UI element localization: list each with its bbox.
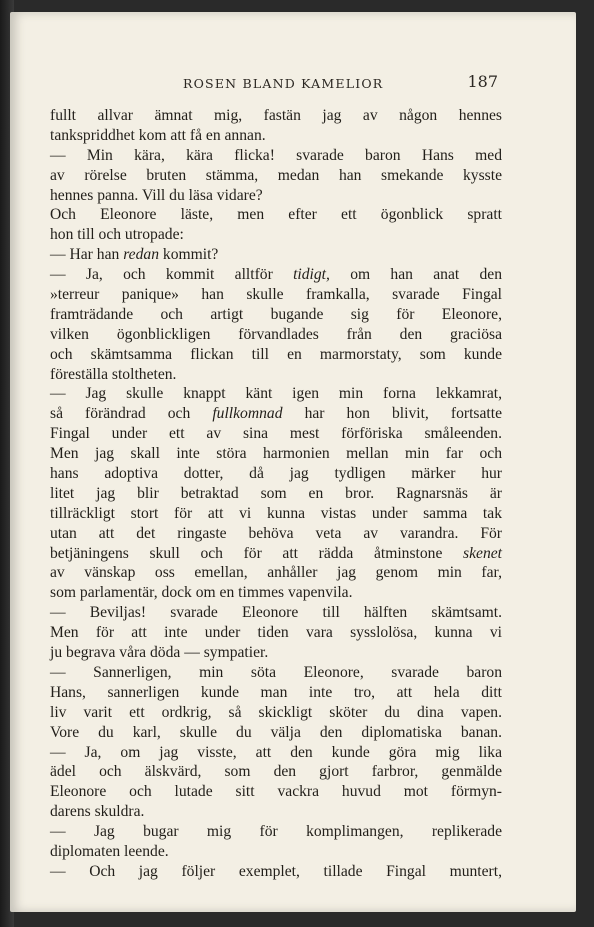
text-line	[50, 524, 502, 544]
text-line	[50, 703, 502, 723]
text-line	[50, 504, 502, 524]
text-line	[50, 424, 502, 444]
italic-text: redan	[123, 246, 159, 264]
running-head: ROSEN BLAND KAMELIOR	[183, 76, 384, 91]
text-segment: tankspriddhet kom att få en annan.	[50, 126, 266, 144]
page-number: 187	[467, 72, 498, 91]
text-segment: av vänskap oss emellan, anhåller jag genom min far,	[50, 564, 502, 582]
body-text	[50, 106, 502, 882]
text-segment: liv varit ett ordkrig, så skickligt sköter du dina vapen.	[50, 703, 502, 721]
text-line	[50, 842, 502, 862]
text-line	[50, 762, 502, 782]
text-line	[50, 563, 502, 583]
text-line	[50, 862, 502, 882]
book-page	[10, 12, 576, 912]
text-segment: utan att det ringaste behöva veta av varandra. För	[50, 524, 502, 542]
text-segment: av rörelse bruten stämma, medan han smekande kysste	[50, 166, 502, 184]
text-segment: Men för att inte under tiden vara sysslolösa, kunna vi	[50, 624, 502, 642]
text-segment: — Ja, om jag visste, att den kunde göra mig lika	[50, 743, 502, 761]
text-segment: tillräckligt stort för att vi kunna vistas under samma tak	[50, 504, 502, 522]
text-line	[50, 723, 502, 743]
text-segment: fullt allvar ämnat mig, fastän jag av någon hennes	[50, 107, 502, 124]
text-segment: litet jag blir betraktad som en bror. Ragnarsnäs är	[50, 484, 502, 502]
text-line	[50, 106, 502, 126]
text-segment: Hans, sannerligen kunde man inte tro, att hela ditt	[50, 683, 502, 701]
text-line	[50, 623, 502, 643]
text-segment: vilken ögonblickligen förvandlades från den graciösa	[50, 325, 502, 343]
text-line	[50, 643, 502, 663]
text-line	[50, 822, 502, 842]
text-line	[50, 166, 502, 186]
text-line	[50, 743, 502, 763]
text-line	[50, 404, 502, 424]
text-segment: betjäningens skull och för att rädda åtminstone	[50, 544, 464, 562]
text-line	[50, 464, 502, 484]
text-line	[50, 305, 502, 325]
text-segment: Och Eleonore läste, men efter ett ögonblick spratt	[50, 206, 502, 224]
text-segment: ädel och älskvärd, som den gjort farbror, genmälde	[50, 763, 502, 781]
text-line	[50, 325, 502, 345]
italic-text: tidigt,	[293, 266, 330, 284]
text-segment: ju begrava våra döda — sympatier.	[50, 644, 269, 662]
text-segment: — Min kära, kära flicka! svarade baron Hans med	[50, 146, 502, 164]
italic-text: skenet	[463, 544, 502, 562]
text-segment: och skämtsamma flickan till en marmorstaty, som kunde	[50, 345, 502, 363]
text-segment: diplomaten leende.	[50, 842, 169, 860]
page-header	[58, 74, 498, 98]
text-line	[50, 186, 502, 206]
text-line	[50, 205, 502, 225]
text-segment: så förändrad och	[50, 405, 213, 423]
text-segment: Men jag skall inte störa harmonien mellan min far och	[50, 445, 502, 463]
text-line	[50, 365, 502, 385]
text-segment: framträdande och artigt bugande sig för Eleonore,	[50, 305, 502, 323]
italic-text: fullkomnad	[212, 405, 283, 423]
text-segment: — Beviljas! svarade Eleonore till hälften skämtsamt.	[50, 604, 502, 622]
text-line	[50, 444, 502, 464]
text-line	[50, 583, 502, 603]
text-segment: föreställa stoltheten.	[50, 365, 177, 383]
text-segment: kommit?	[159, 246, 219, 264]
text-line	[50, 225, 502, 245]
text-line	[50, 683, 502, 703]
text-segment: som parlamentär, dock om en timmes vapenvila.	[50, 584, 353, 602]
text-segment: har hon blivit, fortsatte	[282, 405, 502, 423]
text-line	[50, 384, 502, 404]
text-segment: — Jag bugar mig för komplimangen, replikerade	[50, 823, 502, 841]
text-line	[50, 782, 502, 802]
text-segment: hennes panna. Vill du läsa vidare?	[50, 186, 263, 204]
text-segment: — Och jag följer exemplet, tillade Fingal muntert,	[50, 862, 502, 880]
text-line	[50, 285, 502, 305]
text-line	[50, 802, 502, 822]
text-segment: darens skuldra.	[50, 803, 145, 821]
text-segment: Vore du karl, skulle du välja den diplomatiska banan.	[50, 723, 502, 741]
text-segment: Eleonore och lutade sitt vackra huvud mot förmyn-	[50, 783, 502, 801]
text-line	[50, 265, 502, 285]
text-segment: »terreur panique» han skulle framkalla, svarade Fingal	[50, 286, 502, 304]
text-segment: om han anat den	[329, 266, 502, 284]
text-segment: hans adoptiva dotter, då jag tydligen märker hur	[50, 465, 502, 483]
text-segment: — Sannerligen, min söta Eleonore, svarade baron	[50, 663, 502, 681]
text-segment: — Jag skulle knappt känt igen min forna lekkamrat,	[50, 385, 502, 403]
text-line	[50, 126, 502, 146]
text-segment: — Har han	[50, 246, 124, 264]
text-line	[50, 603, 502, 623]
text-segment: hon till och utropade:	[50, 226, 184, 244]
text-line	[50, 146, 502, 166]
text-line	[50, 245, 502, 265]
text-segment: — Ja, och kommit alltför	[50, 266, 294, 284]
text-line	[50, 484, 502, 504]
text-line	[50, 345, 502, 365]
text-segment: Fingal under ett av sina mest förföriska småleenden.	[50, 425, 502, 443]
text-line	[50, 544, 502, 564]
text-line	[50, 663, 502, 683]
